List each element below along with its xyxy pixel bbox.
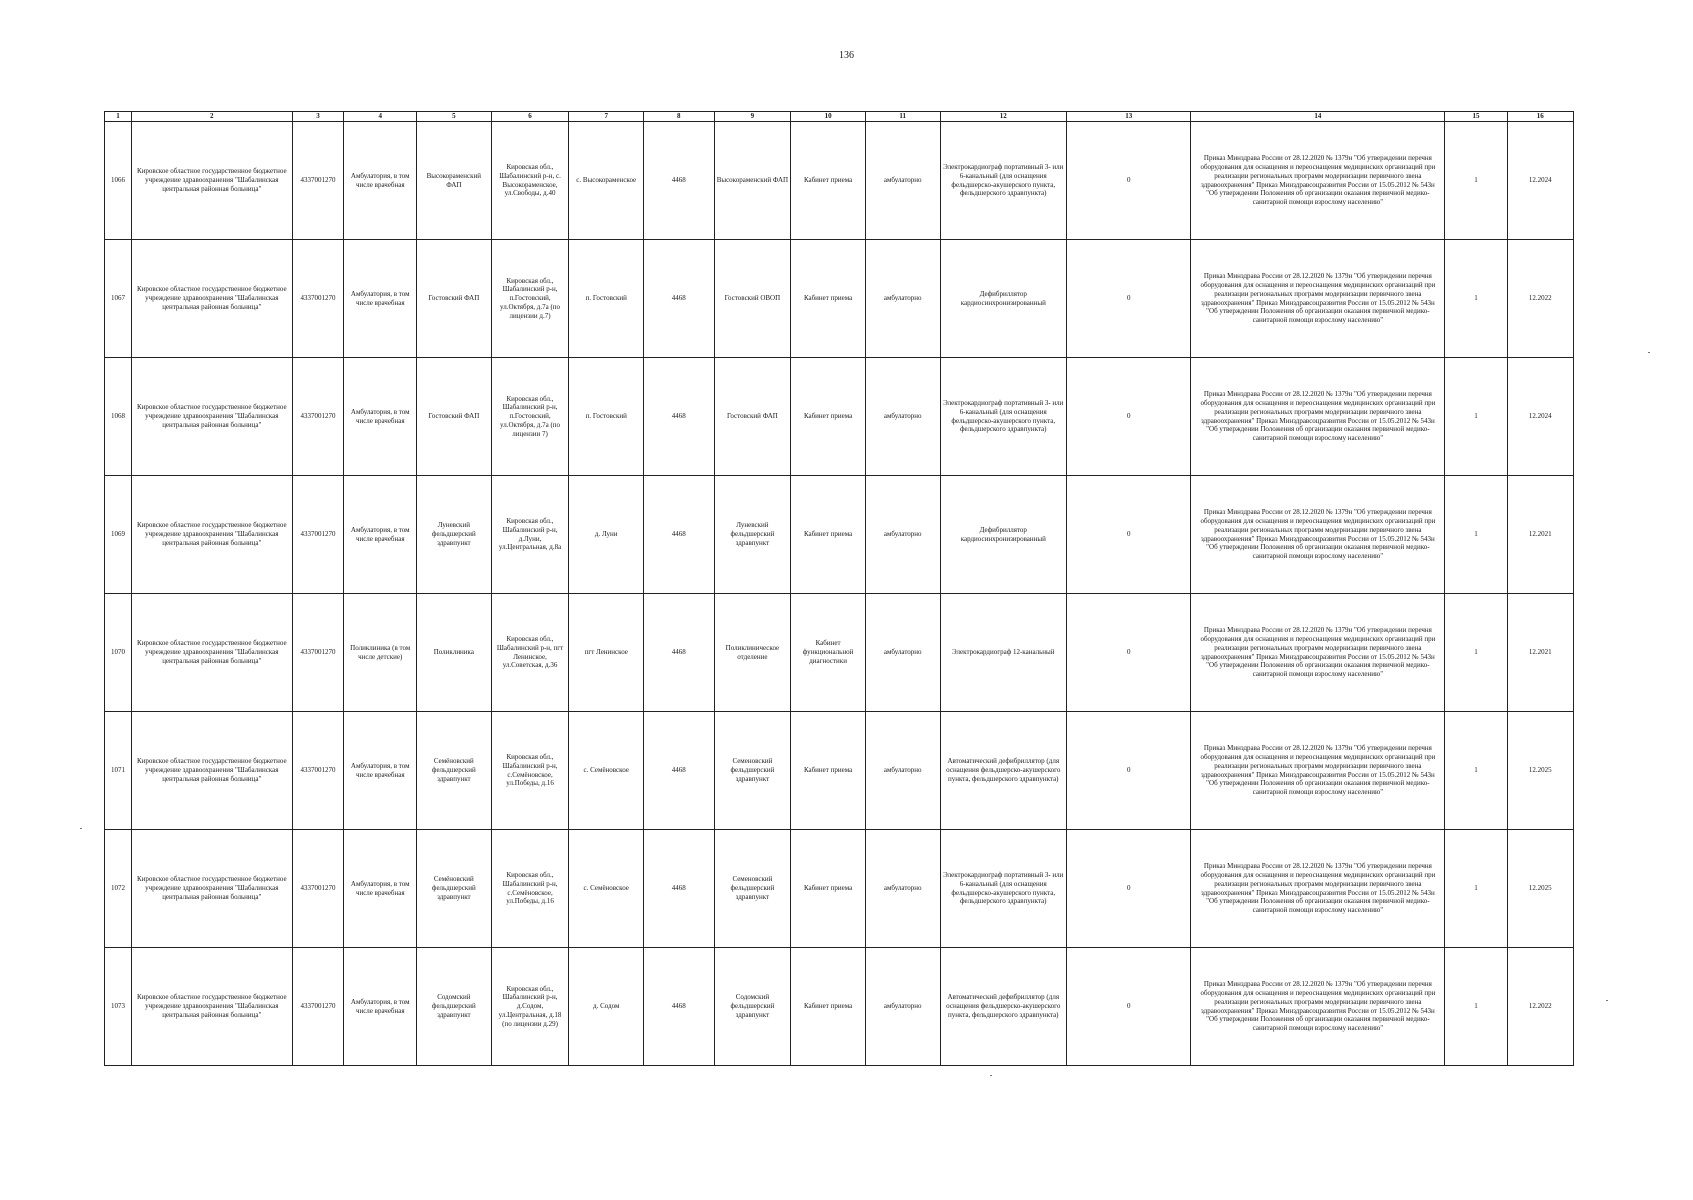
code-cell: 4468: [644, 476, 714, 594]
available-quantity-cell: 0: [1067, 594, 1191, 712]
column-number-header: 12: [940, 112, 1066, 122]
subunit-cell: Гостовский ОВОП: [714, 240, 791, 358]
row-number-cell: 1070: [105, 594, 132, 712]
facility-type-cell: Амбулатория, в том числе врачебная: [344, 712, 417, 830]
facility-type-cell: Амбулатория, в том числе врачебная: [344, 240, 417, 358]
care-mode-cell: амбулаторно: [865, 830, 940, 948]
column-number-header: 1: [105, 112, 132, 122]
unit-cell: Высокораменский ФАП: [417, 122, 492, 240]
settlement-cell: с. Семёновское: [569, 830, 644, 948]
address-cell: Кировская обл., Шабалинский р-н, п.Гостовский, ул.Октября, д.7а (по лицензии 7): [491, 358, 569, 476]
unit-cell: Семёновский фельдшерский здравпункт: [417, 712, 492, 830]
legal-basis-cell: Приказ Минздрава России от 28.12.2020 № 1379н "Об утверждении перечня оборудования для оснащения и переоснащения медицинских организаций при реализации региональных программ модернизации первичного звена здравоохранения" Приказ Минздравсоцразвития России от 15.05.2012 № 543н "Об утверждении Положения об организации оказания первичной медико-санитарной помощи взрослому населению": [1191, 122, 1445, 240]
organization-cell: Кировское областное государственное бюджетное учреждение здравоохранения "Шабалинская центральная районная больница": [131, 476, 292, 594]
scan-speck: [990, 1075, 992, 1076]
subunit-cell: Поликлиническое отделение: [714, 594, 791, 712]
required-quantity-cell: 1: [1445, 594, 1507, 712]
equipment-cell: Автоматический дефибриллятор (для оснащения фельдшерско-акушерского пункта, фельдшерского здравпункта): [940, 712, 1066, 830]
inn-cell: 4337001270: [292, 712, 344, 830]
code-cell: 4468: [644, 712, 714, 830]
address-cell: Кировская обл., Шабалинский р-н, д.Содом, ул.Центральная, д.18 (по лицензии д.29): [491, 948, 569, 1066]
settlement-cell: пгт Ленинское: [569, 594, 644, 712]
required-quantity-cell: 1: [1445, 358, 1507, 476]
required-quantity-cell: 1: [1445, 476, 1507, 594]
due-date-cell: 12.2021: [1507, 476, 1573, 594]
column-number-header: 16: [1507, 112, 1573, 122]
scan-speck: [1606, 1000, 1608, 1001]
code-cell: 4468: [644, 948, 714, 1066]
settlement-cell: п. Гостовский: [569, 240, 644, 358]
due-date-cell: 12.2022: [1507, 948, 1573, 1066]
care-mode-cell: амбулаторно: [865, 594, 940, 712]
care-mode-cell: амбулаторно: [865, 122, 940, 240]
address-cell: Кировская обл., Шабалинский р-н, с.Семёновское, ул.Победы, д.16: [491, 830, 569, 948]
organization-cell: Кировское областное государственное бюджетное учреждение здравоохранения "Шабалинская центральная районная больница": [131, 830, 292, 948]
address-cell: Кировская обл., Шабалинский р-н, п.Гостовский, ул.Октября, д.7а (по лицензии д.7): [491, 240, 569, 358]
available-quantity-cell: 0: [1067, 240, 1191, 358]
required-quantity-cell: 1: [1445, 122, 1507, 240]
unit-cell: Гостовский ФАП: [417, 240, 492, 358]
due-date-cell: 12.2025: [1507, 712, 1573, 830]
equipment-cell: Автоматический дефибриллятор (для оснащения фельдшерско-акушерского пункта, фельдшерского здравпункта): [940, 948, 1066, 1066]
unit-cell: Семёновский фельдшерский здравпункт: [417, 830, 492, 948]
care-mode-cell: амбулаторно: [865, 240, 940, 358]
column-number-header: 9: [714, 112, 791, 122]
column-number-header: 5: [417, 112, 492, 122]
inn-cell: 4337001270: [292, 240, 344, 358]
row-number-cell: 1067: [105, 240, 132, 358]
available-quantity-cell: 0: [1067, 712, 1191, 830]
room-cell: Кабинет приема: [791, 122, 866, 240]
equipment-cell: Электрокардиограф портативный 3- или 6-канальный (для оснащения фельдшерско-акушерского пункта, фельдшерского здравпункта): [940, 122, 1066, 240]
column-number-header: 8: [644, 112, 714, 122]
legal-basis-cell: Приказ Минздрава России от 28.12.2020 № 1379н "Об утверждении перечня оборудования для оснащения и переоснащения медицинских организаций при реализации региональных программ модернизации первичного звена здравоохранения" Приказ Минздравсоцразвития России от 15.05.2012 № 543н "Об утверждении Положения об организации оказания первичной медико-санитарной помощи взрослому населению": [1191, 358, 1445, 476]
address-cell: Кировская обл., Шабалинский р-н, д.Луни, ул.Центральная, д.8а: [491, 476, 569, 594]
facility-type-cell: Амбулатория, в том числе врачебная: [344, 948, 417, 1066]
legal-basis-cell: Приказ Минздрава России от 28.12.2020 № 1379н "Об утверждении перечня оборудования для оснащения и переоснащения медицинских организаций при реализации региональных программ модернизации первичного звена здравоохранения" Приказ Минздравсоцразвития России от 15.05.2012 № 543н "Об утверждении Положения об организации оказания первичной медико-санитарной помощи взрослому населению": [1191, 712, 1445, 830]
column-number-header: 4: [344, 112, 417, 122]
code-cell: 4468: [644, 240, 714, 358]
legal-basis-cell: Приказ Минздрава России от 28.12.2020 № 1379н "Об утверждении перечня оборудования для оснащения и переоснащения медицинских организаций при реализации региональных программ модернизации первичного звена здравоохранения" Приказ Минздравсоцразвития России от 15.05.2012 № 543н "Об утверждении Положения об организации оказания первичной медико-санитарной помощи взрослому населению": [1191, 830, 1445, 948]
inn-cell: 4337001270: [292, 948, 344, 1066]
table-row: [105, 594, 1574, 712]
table-row: [105, 712, 1574, 830]
room-cell: Кабинет функциональной диагностики: [791, 594, 866, 712]
inn-cell: 4337001270: [292, 122, 344, 240]
required-quantity-cell: 1: [1445, 712, 1507, 830]
column-number-header: 3: [292, 112, 344, 122]
settlement-cell: с. Высокораменское: [569, 122, 644, 240]
care-mode-cell: амбулаторно: [865, 712, 940, 830]
table-body: [105, 122, 1574, 1066]
organization-cell: Кировское областное государственное бюджетное учреждение здравоохранения "Шабалинская центральная районная больница": [131, 240, 292, 358]
unit-cell: Содомский фельдшерский здравпункт: [417, 948, 492, 1066]
column-number-header: 2: [131, 112, 292, 122]
subunit-cell: Высокораменский ФАП: [714, 122, 791, 240]
due-date-cell: 12.2024: [1507, 122, 1573, 240]
table-row: [105, 122, 1574, 240]
inn-cell: 4337001270: [292, 476, 344, 594]
column-number-header: 13: [1067, 112, 1191, 122]
facility-type-cell: Амбулатория, в том числе врачебная: [344, 830, 417, 948]
legal-basis-cell: Приказ Минздрава России от 28.12.2020 № 1379н "Об утверждении перечня оборудования для оснащения и переоснащения медицинских организаций при реализации региональных программ модернизации первичного звена здравоохранения" Приказ Минздравсоцразвития России от 15.05.2012 № 543н "Об утверждении Положения об организации оказания первичной медико-санитарной помощи взрослому населению": [1191, 948, 1445, 1066]
legal-basis-cell: Приказ Минздрава России от 28.12.2020 № 1379н "Об утверждении перечня оборудования для оснащения и переоснащения медицинских организаций при реализации региональных программ модернизации первичного звена здравоохранения" Приказ Минздравсоцразвития России от 15.05.2012 № 543н "Об утверждении Положения об организации оказания первичной медико-санитарной помощи взрослому населению": [1191, 594, 1445, 712]
required-quantity-cell: 1: [1445, 240, 1507, 358]
equipment-cell: Электрокардиограф портативный 3- или 6-канальный (для оснащения фельдшерско-акушерского пункта, фельдшерского здравпункта): [940, 830, 1066, 948]
available-quantity-cell: 0: [1067, 476, 1191, 594]
table-row: [105, 240, 1574, 358]
subunit-cell: Семеновский фельдшерский здравпункт: [714, 830, 791, 948]
available-quantity-cell: 0: [1067, 358, 1191, 476]
equipment-register-table: [104, 111, 1574, 1066]
row-number-cell: 1066: [105, 122, 132, 240]
room-cell: Кабинет приема: [791, 712, 866, 830]
equipment-cell: Дефибриллятор кардиосинхронизированный: [940, 240, 1066, 358]
unit-cell: Луневский фельдшерский здравпункт: [417, 476, 492, 594]
page-number: 136: [839, 50, 854, 61]
facility-type-cell: Амбулатория, в том числе врачебная: [344, 122, 417, 240]
row-number-cell: 1073: [105, 948, 132, 1066]
facility-type-cell: Амбулатория, в том числе врачебная: [344, 358, 417, 476]
address-cell: Кировская обл., Шабалинский р-н, с.Семёновское, ул.Победы, д.16: [491, 712, 569, 830]
settlement-cell: д. Содом: [569, 948, 644, 1066]
table-row: [105, 948, 1574, 1066]
subunit-cell: Семеновский фельдшерский здравпункт: [714, 712, 791, 830]
subunit-cell: Луневский фельдшерский здравпункт: [714, 476, 791, 594]
legal-basis-cell: Приказ Минздрава России от 28.12.2020 № 1379н "Об утверждении перечня оборудования для оснащения и переоснащения медицинских организаций при реализации региональных программ модернизации первичного звена здравоохранения" Приказ Минздравсоцразвития России от 15.05.2012 № 543н "Об утверждении Положения об организации оказания первичной медико-санитарной помощи взрослому населению": [1191, 240, 1445, 358]
subunit-cell: Гостовский ФАП: [714, 358, 791, 476]
organization-cell: Кировское областное государственное бюджетное учреждение здравоохранения "Шабалинская центральная районная больница": [131, 358, 292, 476]
column-number-header: 10: [791, 112, 866, 122]
room-cell: Кабинет приема: [791, 948, 866, 1066]
legal-basis-cell: Приказ Минздрава России от 28.12.2020 № 1379н "Об утверждении перечня оборудования для оснащения и переоснащения медицинских организаций при реализации региональных программ модернизации первичного звена здравоохранения" Приказ Минздравсоцразвития России от 15.05.2012 № 543н "Об утверждении Положения об организации оказания первичной медико-санитарной помощи взрослому населению": [1191, 476, 1445, 594]
column-number-header: 6: [491, 112, 569, 122]
row-number-cell: 1068: [105, 358, 132, 476]
due-date-cell: 12.2021: [1507, 594, 1573, 712]
row-number-cell: 1072: [105, 830, 132, 948]
address-cell: Кировская обл., Шабалинский р-н, с. Высокораменское, ул.Свободы, д.40: [491, 122, 569, 240]
equipment-cell: Электрокардиограф портативный 3- или 6-канальный (для оснащения фельдшерско-акушерского пункта, фельдшерского здравпункта): [940, 358, 1066, 476]
room-cell: Кабинет приема: [791, 358, 866, 476]
column-number-header: 7: [569, 112, 644, 122]
organization-cell: Кировское областное государственное бюджетное учреждение здравоохранения "Шабалинская центральная районная больница": [131, 122, 292, 240]
equipment-cell: Дефибриллятор кардиосинхронизированный: [940, 476, 1066, 594]
due-date-cell: 12.2024: [1507, 358, 1573, 476]
required-quantity-cell: 1: [1445, 830, 1507, 948]
column-number-header-row: [105, 112, 1574, 122]
unit-cell: Поликлиника: [417, 594, 492, 712]
table-row: [105, 476, 1574, 594]
room-cell: Кабинет приема: [791, 240, 866, 358]
code-cell: 4468: [644, 122, 714, 240]
due-date-cell: 12.2022: [1507, 240, 1573, 358]
column-number-header: 15: [1445, 112, 1507, 122]
organization-cell: Кировское областное государственное бюджетное учреждение здравоохранения "Шабалинская центральная районная больница": [131, 948, 292, 1066]
code-cell: 4468: [644, 830, 714, 948]
due-date-cell: 12.2025: [1507, 830, 1573, 948]
inn-cell: 4337001270: [292, 830, 344, 948]
inn-cell: 4337001270: [292, 358, 344, 476]
facility-type-cell: Амбулатория, в том числе врачебная: [344, 476, 417, 594]
room-cell: Кабинет приема: [791, 476, 866, 594]
equipment-cell: Электрокардиограф 12-канальный: [940, 594, 1066, 712]
table-row: [105, 830, 1574, 948]
column-number-header: 11: [865, 112, 940, 122]
organization-cell: Кировское областное государственное бюджетное учреждение здравоохранения "Шабалинская центральная районная больница": [131, 712, 292, 830]
code-cell: 4468: [644, 594, 714, 712]
facility-type-cell: Поликлиника (в том числе детские): [344, 594, 417, 712]
room-cell: Кабинет приема: [791, 830, 866, 948]
inn-cell: 4337001270: [292, 594, 344, 712]
row-number-cell: 1069: [105, 476, 132, 594]
unit-cell: Гостовский ФАП: [417, 358, 492, 476]
code-cell: 4468: [644, 358, 714, 476]
care-mode-cell: амбулаторно: [865, 358, 940, 476]
required-quantity-cell: 1: [1445, 948, 1507, 1066]
column-number-header: 14: [1191, 112, 1445, 122]
available-quantity-cell: 0: [1067, 122, 1191, 240]
settlement-cell: д. Луни: [569, 476, 644, 594]
care-mode-cell: амбулаторно: [865, 948, 940, 1066]
available-quantity-cell: 0: [1067, 948, 1191, 1066]
organization-cell: Кировское областное государственное бюджетное учреждение здравоохранения "Шабалинская центральная районная больница": [131, 594, 292, 712]
row-number-cell: 1071: [105, 712, 132, 830]
subunit-cell: Содомский фельдшерский здравпункт: [714, 948, 791, 1066]
settlement-cell: п. Гостовский: [569, 358, 644, 476]
table-row: [105, 358, 1574, 476]
scan-speck: [1648, 352, 1650, 353]
scan-speck: [80, 828, 82, 829]
address-cell: Кировская обл., Шабалинский р-н, пгт Ленинское, ул.Советская, д.36: [491, 594, 569, 712]
care-mode-cell: амбулаторно: [865, 476, 940, 594]
available-quantity-cell: 0: [1067, 830, 1191, 948]
settlement-cell: с. Семёновское: [569, 712, 644, 830]
